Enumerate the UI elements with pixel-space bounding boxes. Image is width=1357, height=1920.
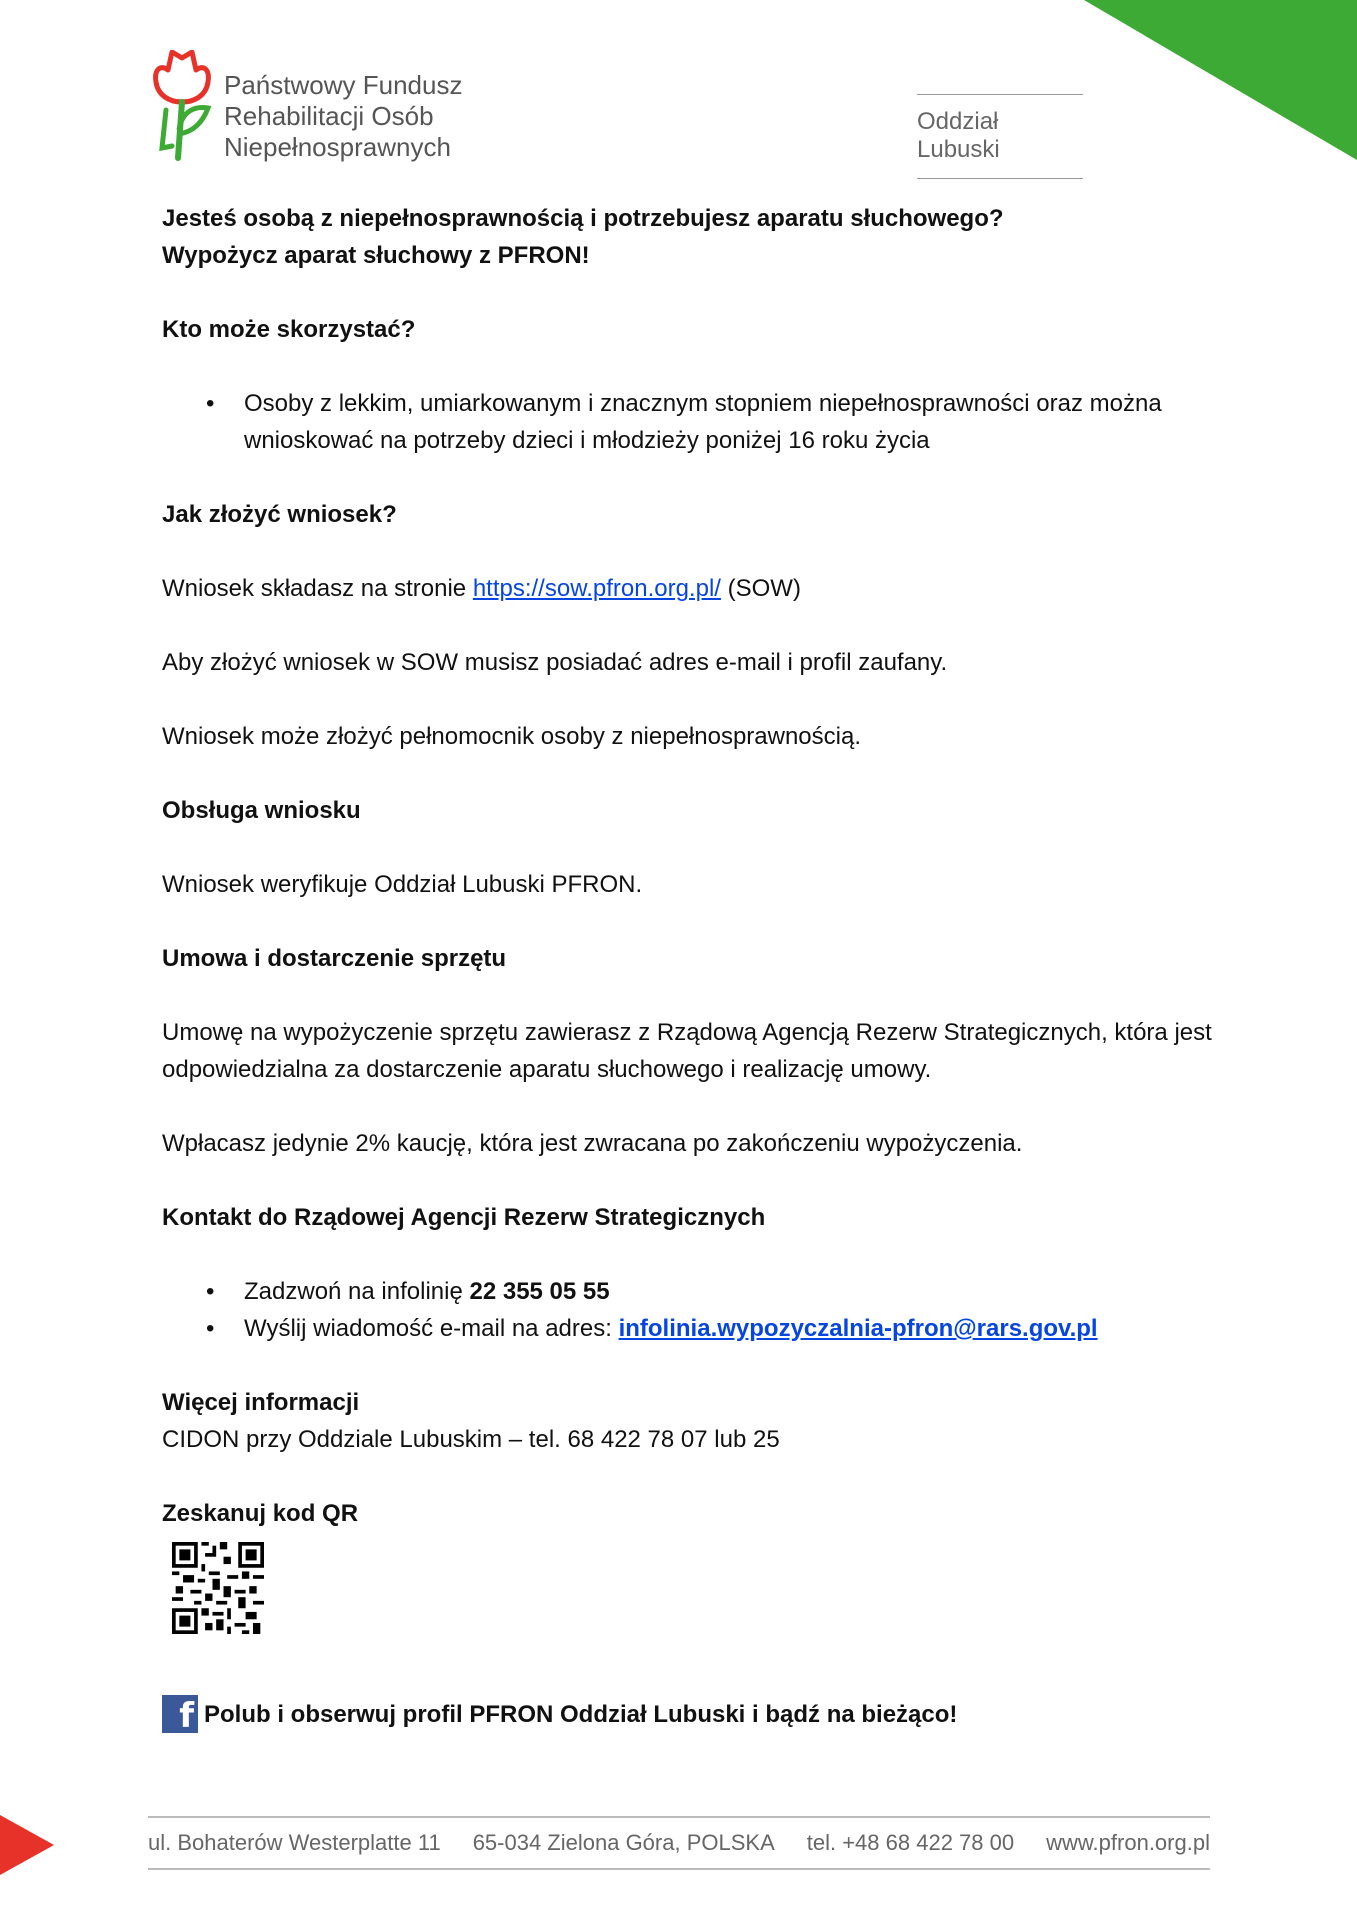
phone-number: 22 355 05 55 bbox=[469, 1278, 610, 1305]
department-label: Oddział Lubuski bbox=[917, 94, 1083, 179]
contract-heading: Umowa i dostarczenie sprzętu bbox=[162, 945, 507, 972]
tulip-logo-icon bbox=[152, 50, 212, 162]
footer-city: 65-034 Zielona Góra, POLSKA bbox=[472, 1830, 775, 1855]
logo-line: Państwowy Fundusz bbox=[224, 70, 463, 100]
headline: Jesteś osobą z niepełnosprawnością i potrzebujesz aparatu słuchowego? bbox=[162, 205, 1004, 232]
contract-text: Umowę na wypożyczenie sprzętu zawierasz z Rządową Agencją Rezerw Strategicznych, która jest odpowiedzialna za dostarczenie aparatu słuchowego i realizację umowy. bbox=[162, 1019, 1212, 1083]
logo-line: Niepełnosprawnych bbox=[224, 132, 451, 162]
contact-heading: Kontakt do Rządowej Agencji Rezerw Strategicznych bbox=[162, 1204, 766, 1231]
footer-website[interactable]: www.pfron.org.pl bbox=[1046, 1830, 1210, 1855]
facebook-icon[interactable]: f bbox=[162, 1695, 198, 1733]
deposit-text: Wpłacasz jedynie 2% kaucję, która jest zwracana po zakończeniu wypożyczenia. bbox=[162, 1130, 1023, 1157]
logo-text bbox=[224, 70, 462, 163]
email-link[interactable]: infolinia.wypozyczalnia-pfron@rars.gov.pl bbox=[618, 1315, 1098, 1342]
proxy-text: Wniosek może złożyć pełnomocnik osoby z niepełnosprawnością. bbox=[162, 723, 861, 750]
list-item bbox=[244, 1310, 1212, 1347]
more-heading: Więcej informacji bbox=[162, 1389, 360, 1416]
qr-heading: Zeskanuj kod QR bbox=[162, 1500, 359, 1527]
facebook-promo bbox=[162, 1695, 1212, 1736]
footer-address: ul. Bohaterów Westerplatte 11 bbox=[148, 1830, 441, 1855]
list-item: • Osoby z lekkim, umiarkowanym i znacznym stopniem niepełnosprawności oraz można wnioskować na potrzeby dzieci i młodzieży poniżej 16 roku życia bbox=[244, 385, 1212, 459]
who-list bbox=[162, 385, 1212, 459]
how-text: Wniosek składasz na stronie bbox=[162, 575, 467, 602]
pfron-logo bbox=[152, 50, 462, 163]
how-heading: Jak złożyć wniosek? bbox=[162, 501, 397, 528]
logo-line: Rehabilitacji Osób bbox=[224, 101, 434, 131]
more-text: CIDON przy Oddziale Lubuskim – tel. 68 422 78 07 lub 25 bbox=[162, 1426, 780, 1453]
list-item bbox=[244, 1273, 1212, 1310]
requirements-text: Aby złożyć wniosek w SOW musisz posiadać adres e-mail i profil zaufany. bbox=[162, 649, 948, 676]
service-heading: Obsługa wniosku bbox=[162, 797, 361, 824]
qr-code-icon[interactable] bbox=[172, 1542, 264, 1634]
how-paragraph bbox=[162, 570, 1212, 607]
phone-label: Zadzwoń na infolinię bbox=[244, 1278, 463, 1305]
footer-phone: tel. +48 68 422 78 00 bbox=[806, 1830, 1015, 1855]
corner-green-decoration bbox=[1084, 0, 1357, 160]
service-text: Wniosek weryfikuje Oddział Lubuski PFRON. bbox=[162, 871, 643, 898]
how-text-suffix: (SOW) bbox=[727, 575, 801, 602]
sow-link[interactable]: https://sow.pfron.org.pl/ bbox=[472, 575, 721, 602]
headline-cta: Wypożycz aparat słuchowy z PFRON! bbox=[162, 242, 590, 269]
footer bbox=[148, 1816, 1210, 1870]
who-heading: Kto może skorzystać? bbox=[162, 316, 416, 343]
facebook-text: Polub i obserwuj profil PFRON Oddział Lubuski i bądź na bieżąco! bbox=[204, 1701, 958, 1728]
document-body bbox=[162, 200, 1212, 1736]
contact-list bbox=[162, 1273, 1212, 1347]
corner-red-decoration bbox=[0, 1815, 54, 1875]
email-label: Wyślij wiadomość e-mail na adres: bbox=[244, 1315, 612, 1342]
